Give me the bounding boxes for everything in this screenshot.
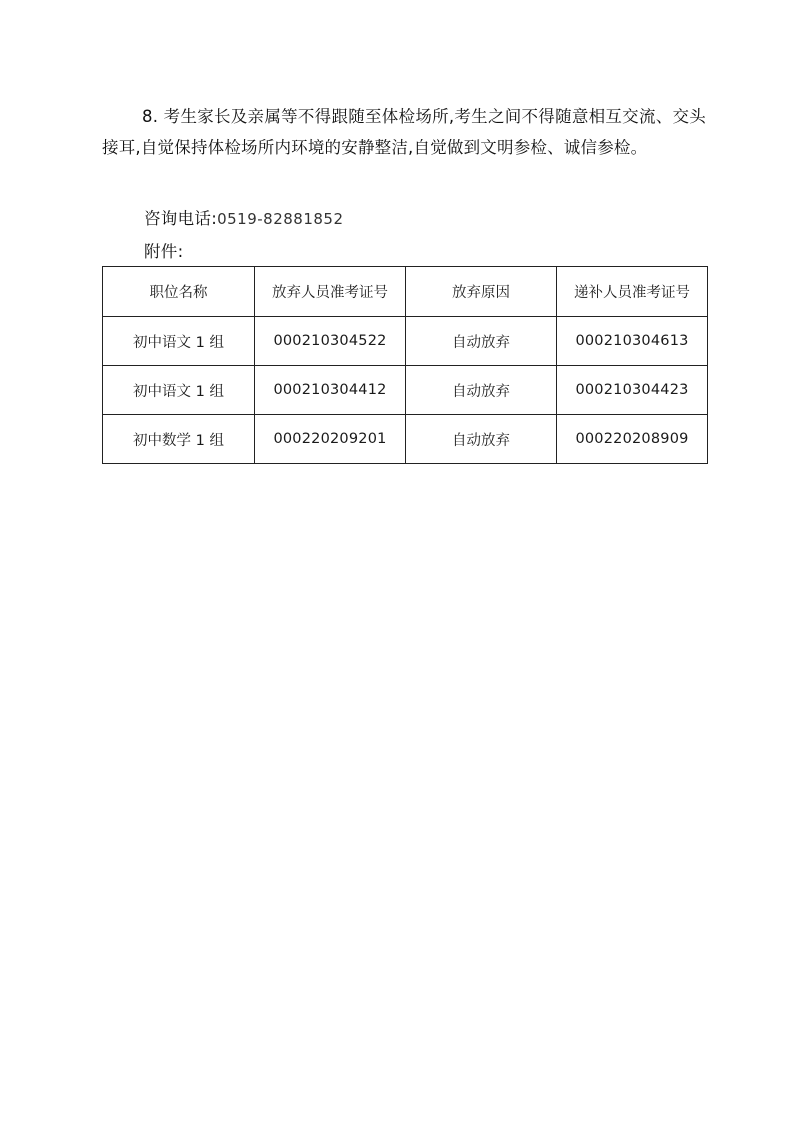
cell-reason: 自动放弃	[406, 366, 557, 415]
attachment-line	[144, 236, 183, 267]
header-reason: 放弃原因	[406, 267, 557, 317]
cell-substitute-id: 000220208909	[557, 415, 708, 464]
cell-reason: 自动放弃	[406, 415, 557, 464]
paragraph-rule-8: 8. 考生家长及亲属等不得跟随至体检场所,考生之间不得随意相互交流、交头接耳,自觉保持体检场所内环境的安静整洁,自觉做到文明参检、诚信参检。	[102, 107, 706, 157]
table-row	[103, 366, 708, 415]
contact-line	[144, 203, 344, 235]
header-substitute-id: 递补人员准考证号	[557, 267, 708, 317]
contact-label: 咨询电话:	[144, 209, 218, 228]
cell-position: 初中语文 1 组	[103, 317, 255, 366]
substitution-table	[102, 266, 708, 464]
header-abandon-id: 放弃人员准考证号	[255, 267, 406, 317]
cell-position: 初中语文 1 组	[103, 366, 255, 415]
contact-phone: 0519-82881852	[217, 210, 344, 228]
cell-substitute-id: 000210304613	[557, 317, 708, 366]
cell-abandon-id: 000210304522	[255, 317, 406, 366]
cell-substitute-id: 000210304423	[557, 366, 708, 415]
header-position: 职位名称	[103, 267, 255, 317]
attachment-label: 附件:	[144, 242, 184, 261]
table-row	[103, 317, 708, 366]
cell-position: 初中数学 1 组	[103, 415, 255, 464]
table-row	[103, 415, 708, 464]
cell-abandon-id: 000210304412	[255, 366, 406, 415]
cell-reason: 自动放弃	[406, 317, 557, 366]
table-header-row	[103, 267, 708, 317]
cell-abandon-id: 000220209201	[255, 415, 406, 464]
